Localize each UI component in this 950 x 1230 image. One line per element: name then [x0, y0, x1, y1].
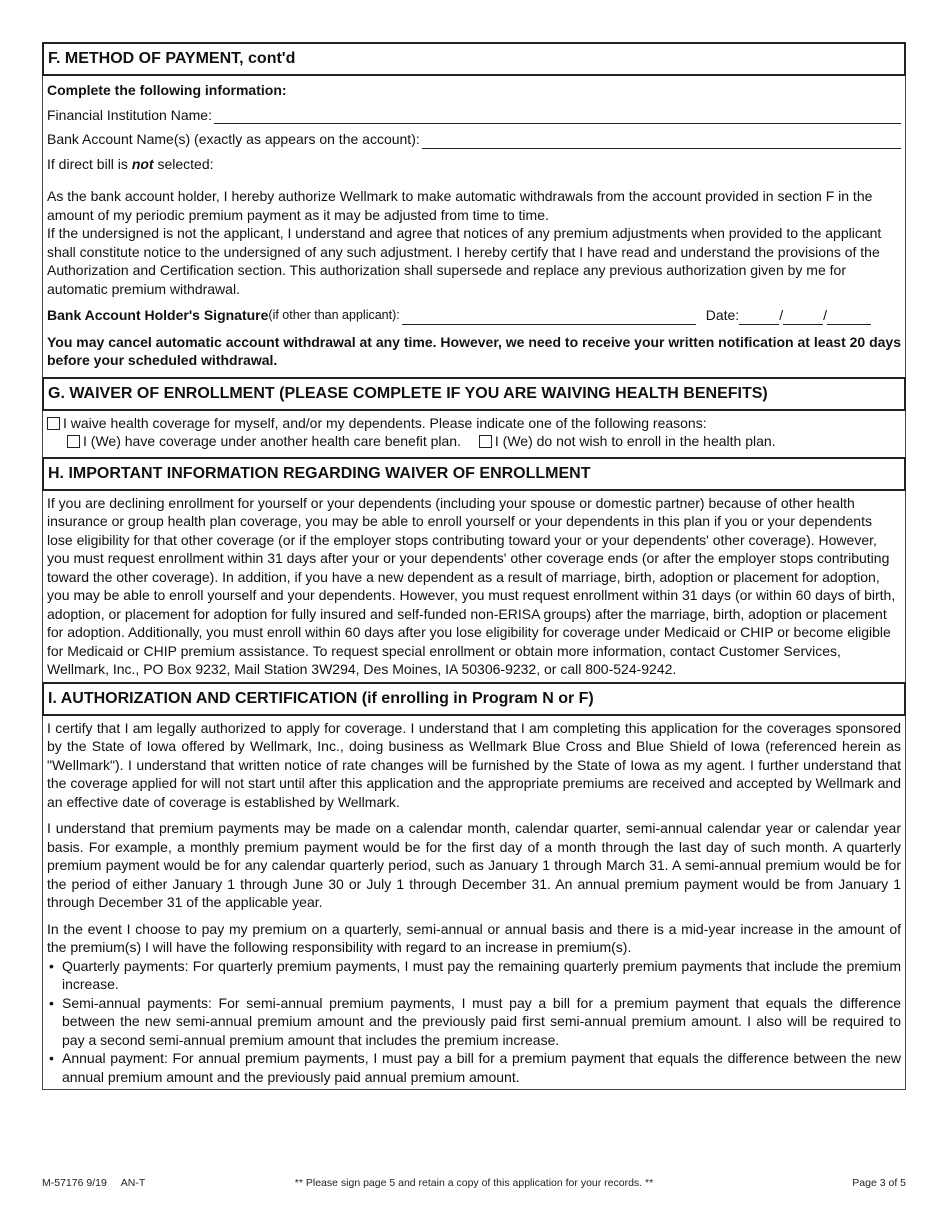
section-f-header: F. METHOD OF PAYMENT, cont'd: [42, 42, 906, 76]
reason-no-enroll-checkbox[interactable]: [479, 435, 492, 448]
footer-note: ** Please sign page 5 and retain a copy of this application for your records. **: [294, 1177, 654, 1189]
waive-row: [47, 414, 901, 433]
signature-field[interactable]: [402, 310, 696, 325]
financial-institution-row: [47, 106, 901, 125]
list-item: • Annual payment: For annual premium payments, I must pay a bill for a premium payment that equals the difference between the new annual premium amount and the previously paid annual premium amount.: [47, 1049, 901, 1086]
bank-account-name-label: Bank Account Name(s) (exactly as appears on the account):: [47, 131, 420, 147]
date-label: Date:: [705, 307, 740, 323]
section-i-body: [42, 716, 906, 1091]
waive-reasons-row: [47, 432, 901, 451]
date-month-field[interactable]: [739, 310, 779, 325]
bank-account-name-field[interactable]: [422, 134, 901, 149]
reason-other-coverage-checkbox[interactable]: [67, 435, 80, 448]
reason-other-coverage-label: I (We) have coverage under another health care benefit plan.: [83, 433, 461, 449]
certification-para-2: I understand that premium payments may be made on a calendar month, calendar quarter, semi-annual calendar year or calendar year basis. For example, a monthly premium payment would be for the first day of a month through the last day of such month. A quarterly premium payment would be for any calendar quarterly period, such as January 1 through March 31. A semi-annual premium would be for the period of either January 1 through June 30 or July 1 through December 31. An annual premium payment would be from January 1 through December 31 of the applicable year.: [47, 820, 901, 910]
section-f-instruction: Complete the following information:: [47, 82, 287, 98]
direct-bill-suffix: selected:: [153, 155, 214, 172]
waive-label: I waive health coverage for myself, and/or my dependents. Please indicate one of the following reasons:: [63, 414, 707, 431]
financial-institution-label: Financial Institution Name:: [47, 106, 212, 123]
premium-increase-list: [47, 957, 901, 1087]
reason-no-enroll-label: I (We) do not wish to enroll in the health plan.: [494, 433, 776, 449]
authorization-para-1: As the bank account holder, I hereby authorize Wellmark to make automatic withdrawals from the account provided in section F in the amount of my periodic premium payment as it may be adjusted from time to time.: [47, 188, 873, 223]
application-form: [42, 42, 906, 1090]
certification-para-1: I certify that I am legally authorized to apply for coverage. I understand that I am completing this application for the coverages sponsored by the State of Iowa offered by Wellmark, Inc., doing business as Wellmark Blue Cross and Blue Shield of Iowa (referenced herein as "Wellmark"). I understand that written notice of rate changes will be furnished by the State of Iowa as my agent. I further understand that the coverage applied for will not start until after this application and the appropriate premiums are received and accepted by Wellmark and an effective date of coverage is established by Wellmark.: [47, 719, 901, 810]
direct-bill-not: not: [131, 155, 154, 172]
waive-checkbox[interactable]: [47, 417, 60, 430]
direct-bill-condition: [47, 155, 901, 174]
signature-label: Bank Account Holder's Signature: [47, 307, 269, 323]
section-i-header: I. AUTHORIZATION AND CERTIFICATION (if enrolling in Program N or F): [42, 682, 906, 716]
date-year-field[interactable]: [827, 310, 871, 325]
list-item: • Semi-annual payments: For semi-annual premium payments, I must pay a bill for a premium payment that equals the difference between the new semi-annual premium amount and the previously paid first semi-annual premium amount. I also will be required to pay a second semi-annual premium amount that includes the premium increase.: [47, 994, 901, 1050]
signature-sublabel: (if other than applicant):: [268, 308, 400, 322]
authorization-para-2: If the undersigned is not the applicant, I understand and agree that notices of any premium adjustments when provided to the applicant shall constitute notice to the undersigned of any such adjustment. I hereby certify that I have read and understand the provisions of the Authorization and Certification section. This authorization shall supersede and replace any previous authorization given by me for automatic premium withdrawal.: [47, 225, 882, 297]
section-h-header: H. IMPORTANT INFORMATION REGARDING WAIVER OF ENROLLMENT: [42, 457, 906, 491]
financial-institution-field[interactable]: [214, 109, 901, 124]
cancel-notice: You may cancel automatic account withdrawal at any time. However, we need to receive your written notification at least 20 days before your scheduled withdrawal.: [47, 333, 902, 368]
waiver-information-text: If you are declining enrollment for yourself or your dependents (including your spouse or domestic partner) because of other health insurance or group health plan coverage, you may be able to enroll yourself or your dependents in this plan if you or your dependents lose eligibility for that other coverage (or if the employer stops contributing toward your or your dependents' other coverage). However, you must request enrollment within 31 days after your or your dependents' other coverage ends (or after the employer stops contributing toward the other coverage). In addition, if you have a new dependent as a result of marriage, birth, adoption or placement for adoption, you may be able to enroll yourself and your dependents. However, you must request enrollment within 31 days (or within 60 days of birth, adoption, or placement for adoption for fully insured and self-funded non-ERISA groups) after the marriage, birth, adoption or placement for adoption. Additionally, you must enroll within 60 days after you lose eligibility for coverage under Medicaid or CHIP or become eligible for Medicaid or CHIP premium assistance. To request special enrollment or obtain more information, contact Customer Services, Wellmark, Inc., PO Box 9232, Mail Station 3W294, Des Moines, IA 50306-9232, or call 800-524-9242.: [47, 494, 896, 677]
bank-account-name-row: [47, 130, 901, 149]
certification-para-3: In the event I choose to pay my premium on a quarterly, semi-annual or annual basis and there is a mid-year increase in the amount of the premium(s) I will have the following responsibility with regard to an increase in premium(s).: [47, 920, 901, 955]
date-sep-2: /: [823, 307, 827, 323]
direct-bill-prefix: If direct bill is: [47, 155, 132, 172]
signature-row: [47, 306, 901, 325]
section-g-header: G. WAIVER OF ENROLLMENT (PLEASE COMPLETE IF YOU ARE WAIVING HEALTH BENEFITS): [42, 377, 906, 411]
page-number: Page 3 of 5: [852, 1177, 906, 1189]
date-day-field[interactable]: [783, 310, 823, 325]
section-h-body: [42, 491, 906, 682]
section-f-body: [42, 76, 906, 377]
section-g-body: [42, 411, 906, 457]
list-item: • Quarterly payments: For quarterly premium payments, I must pay the remaining quarterly premium payments that include the premium increase.: [47, 957, 901, 994]
date-sep-1: /: [779, 307, 784, 323]
form-id: M-57176 9/19 AN-T: [42, 1177, 146, 1189]
